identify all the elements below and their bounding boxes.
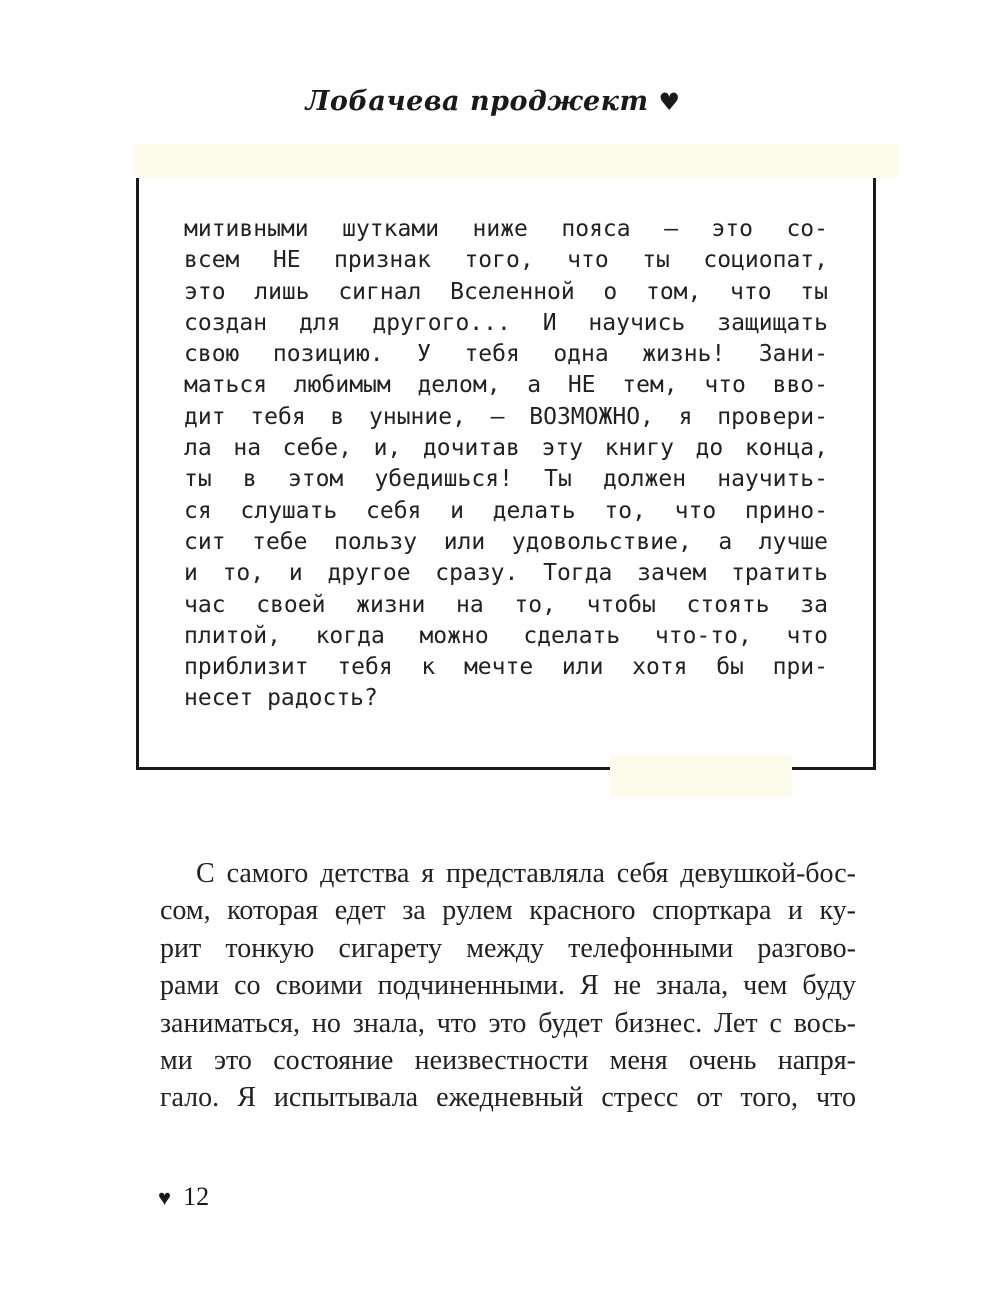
quote-line: плитой, когда можно сделать что-то, что — [184, 622, 828, 649]
quote-line: сит тебе пользу или удовольствие, а лучше — [184, 528, 828, 555]
tape-strip-bottom — [610, 756, 792, 796]
body-paragraph — [160, 855, 856, 1117]
heart-icon: ♥ — [158, 1185, 172, 1210]
quote-line: всем НЕ признак того, что ты социопат, — [184, 247, 828, 274]
body-line: заниматься, но знала, что это будет бизнес. Лет с вось- — [160, 1007, 856, 1039]
quote-line: ты в этом убедишься! Ты должен научить- — [184, 466, 828, 493]
quote-line: приблизит тебя к мечте или хотя бы при- — [184, 654, 828, 681]
quote-line: ся слушать себя и делать то, что прино- — [184, 497, 828, 524]
body-line: С самого детства я представляла себя девушкой-бос- — [196, 858, 856, 889]
quote-line: дит тебя в уныние, — ВОЗМОЖНО, я провери- — [184, 403, 828, 430]
quote-line: свою позицию. У тебя одна жизнь! Зани- — [184, 341, 828, 368]
quote-line: маться любимым делом, а НЕ тем, что вво- — [184, 372, 828, 399]
quote-line: митивными шутками ниже пояса — это со- — [184, 216, 828, 242]
quote-box-text — [184, 214, 828, 715]
running-header — [0, 86, 986, 117]
quote-line: и то, и другое сразу. Тогда зачем тратить — [184, 560, 828, 587]
quote-line: это лишь сигнал Вселенной о том, что ты — [184, 278, 828, 305]
body-line: гало. Я испытывала ежедневный стресс от того, что — [160, 1082, 856, 1114]
tape-strip-top — [134, 144, 898, 178]
header-title: Лобачева проджект — [305, 86, 649, 117]
page-footer — [158, 1182, 209, 1212]
quote-line: несет радость? — [184, 685, 378, 712]
quote-line: создан для другого... И научись защищать — [184, 309, 828, 336]
quote-line: ла на себе, и, дочитав эту книгу до конца, — [184, 435, 828, 462]
body-line: сом, которая едет за рулем красного спорткара и ку- — [160, 895, 856, 927]
body-line: ми это состояние неизвестности меня очень напря- — [160, 1044, 856, 1076]
heart-icon: ♥ — [658, 87, 681, 116]
page-number: 12 — [183, 1182, 210, 1211]
body-line: рит тонкую сигарету между телефонными разгово- — [160, 932, 856, 964]
quote-line: час своей жизни на то, чтобы стоять за — [184, 591, 828, 618]
body-line: рами со своими подчиненными. Я не знала, чем буду — [160, 970, 856, 1002]
